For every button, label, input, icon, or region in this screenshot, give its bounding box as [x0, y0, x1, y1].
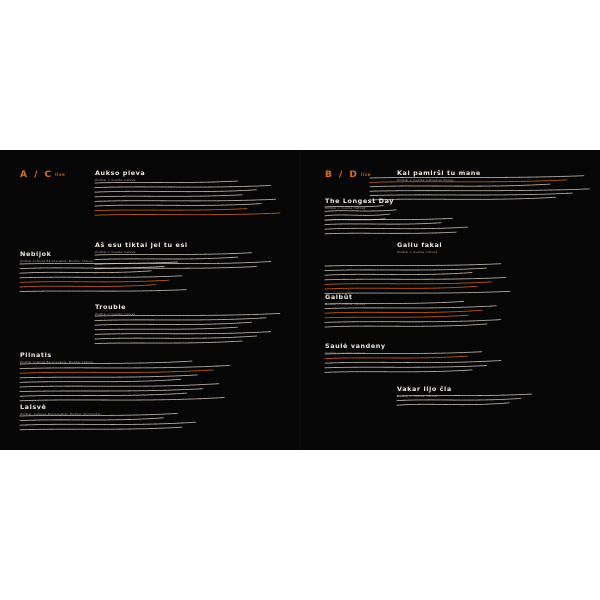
- song-credit: Žodžiai Antanas Baranauskas, Muzika: lietuvė: [20, 259, 93, 263]
- song-title: Aš esu tiktai jei tu esi: [95, 241, 188, 249]
- song-title-laisve: [20, 403, 101, 416]
- lyric-line: [95, 195, 242, 197]
- lyric-line: [397, 398, 521, 400]
- song-credit: Žodžiai ir muzika: lietuvė: [325, 351, 366, 355]
- lyric-line: [95, 332, 271, 335]
- song-title: Saulė vandeny: [325, 342, 386, 350]
- lyric-line: [370, 197, 556, 200]
- lyric-line: [20, 418, 164, 421]
- lyric-line: [325, 366, 487, 368]
- song-title-vakar-lijo-cia: [397, 385, 452, 398]
- lyric-line: [95, 336, 257, 339]
- lyric-line: [20, 427, 182, 430]
- lyric-line: [20, 290, 186, 292]
- lyric-line: [397, 403, 510, 405]
- lyric-line: [95, 257, 238, 260]
- lyric-line: [20, 285, 156, 287]
- lyric-line: [370, 189, 589, 191]
- booklet-fold: [299, 150, 301, 450]
- lyric-line: [325, 286, 477, 289]
- lyric-line: [325, 214, 391, 216]
- lyric-line: [20, 276, 182, 278]
- side-label-left: [20, 170, 65, 180]
- lyric-line: [20, 379, 181, 382]
- lyric-line: [20, 375, 197, 378]
- lyric-line: [325, 306, 496, 309]
- song-credit: Žodžiai ir muzika: lietuvė: [95, 178, 136, 182]
- song-credit: Žodžiai ir muzika: lietuvė: [397, 394, 438, 398]
- lyric-line: [20, 389, 203, 392]
- lyric-line: [95, 322, 252, 325]
- song-credit: Žodžiai ir muzika: lietuvė: [95, 250, 136, 254]
- lyric-line: [95, 190, 257, 192]
- lyric-line: [95, 318, 266, 321]
- lyric-line: [325, 320, 501, 323]
- side-label-right: [325, 170, 371, 180]
- song-title: Kai pamirši tu mane: [397, 169, 481, 177]
- song-title-aukso-pieva: [95, 169, 145, 182]
- lyric-line: [325, 324, 487, 327]
- lyric-line: [325, 264, 501, 266]
- lyric-line: [20, 393, 187, 396]
- song-title-nebijok: [20, 250, 93, 263]
- song-title-galbut: [325, 293, 365, 306]
- lyric-line: [325, 278, 506, 280]
- song-title: Laisvė: [20, 403, 47, 411]
- lyric-line: [20, 398, 224, 401]
- song-title-saule-vandeny: [325, 342, 386, 355]
- song-credit: Žodžiai ir muzika: lietuvė: [325, 302, 366, 306]
- song-credit: Žodžiai Antanas Baranauskas, Muzika: lietuvė: [20, 360, 93, 364]
- lyric-line: [20, 366, 230, 369]
- lyric-line: [20, 370, 214, 373]
- lyric-line: [325, 268, 487, 271]
- lyric-line: [95, 327, 238, 330]
- lyric-line: [325, 223, 441, 225]
- song-title: Aukso pieva: [95, 169, 146, 177]
- lyric-line: [325, 282, 491, 285]
- lyric-line: [20, 280, 169, 282]
- song-title: The Longest Day: [325, 197, 395, 205]
- side-label-left-text: A / C: [20, 170, 54, 180]
- lyric-line: [325, 310, 482, 313]
- side-label-right-sub: live: [360, 172, 371, 177]
- song-title: Trouble: [95, 303, 127, 311]
- song-title: Galbūt: [325, 293, 353, 301]
- song-credit: Žodžiai ir muzika: lietuvė: [325, 206, 366, 210]
- song-credit: Žodžiai: Antanas Baranauskas, Muzika: Skirmantas: [20, 412, 101, 416]
- song-title-the-longest-day: [325, 197, 394, 210]
- lyric-line: [95, 185, 271, 187]
- song-title-as-esu: [95, 241, 188, 254]
- song-title-kai-pamirsi: [397, 169, 481, 182]
- album-booklet-spread: [0, 150, 600, 450]
- lyric-line: [370, 193, 573, 196]
- lyric-line: [95, 341, 242, 344]
- song-title: Pilnatis: [20, 351, 52, 359]
- lyric-line: [95, 204, 261, 206]
- lyric-line: [95, 213, 280, 215]
- lyric-line: [325, 315, 468, 318]
- side-label-right-text: B / D: [325, 170, 359, 180]
- lyric-line: [20, 422, 196, 425]
- lyric-line: [325, 218, 453, 220]
- song-title: Vakar lijo čia: [397, 385, 452, 393]
- lyric-line: [20, 271, 151, 273]
- song-credit: Žodžiai ir muzika: lietuvė su Vilnius: [397, 178, 454, 182]
- lyric-line: [325, 232, 456, 234]
- lyric-line: [95, 199, 276, 201]
- song-title: Nebijok: [20, 250, 52, 258]
- lyric-line: [325, 273, 472, 276]
- lyric-line: [325, 361, 501, 364]
- lyric-line: [370, 184, 550, 187]
- lyric-line: [20, 384, 219, 387]
- lyric-line: [95, 209, 247, 211]
- song-credit: Žodžiai ir muzika: lietuvė: [95, 312, 136, 316]
- lyric-line: [325, 356, 468, 359]
- lyric-line: [325, 370, 472, 373]
- song-title-galiu-fakai: [397, 241, 442, 254]
- lyric-line: [325, 227, 468, 229]
- song-credit: Žodžiai ir muzika: lietuvė: [397, 250, 438, 254]
- lyric-line: [325, 210, 396, 212]
- side-label-left-sub: live: [55, 172, 66, 177]
- song-title-pilnatis: [20, 351, 93, 364]
- song-title: Galiu fakai: [397, 241, 443, 249]
- song-title-trouble: [95, 303, 135, 316]
